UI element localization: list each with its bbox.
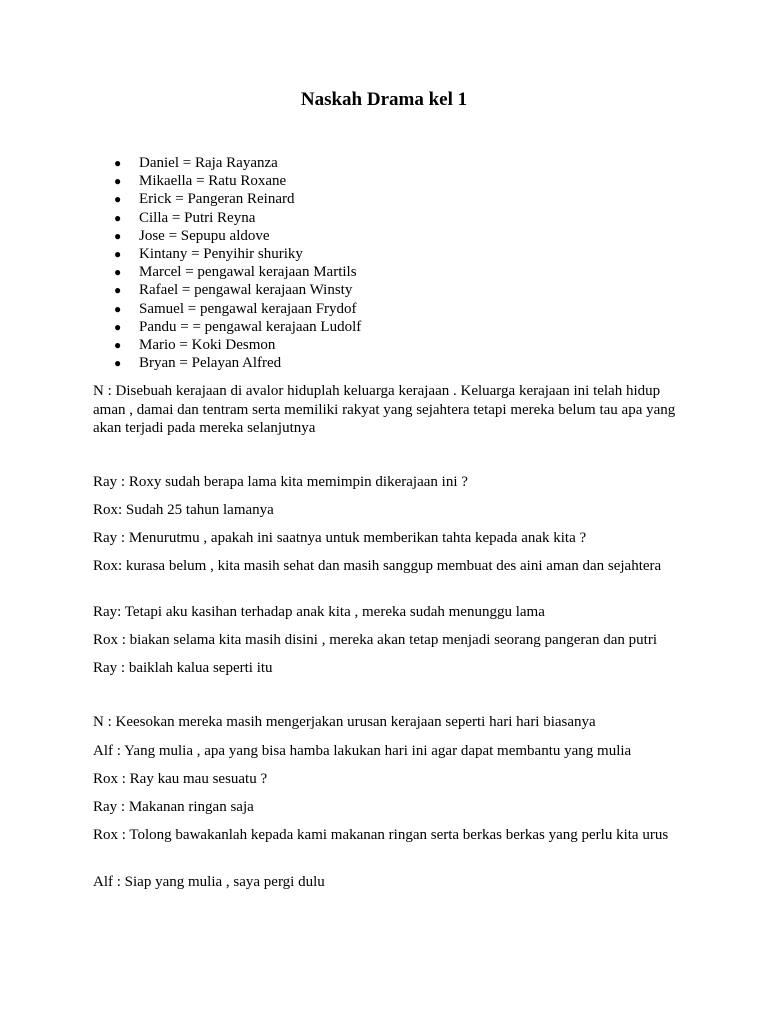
bullet-icon: ● [114,210,122,225]
cast-item: ● Pandu = = pengawal kerajaan Ludolf [114,318,362,335]
narration-paragraph: N : Disebuah kerajaan di avalor hiduplah keluarga kerajaan . Keluarga kerajaan ini telah hidup aman , damai dan tentram serta memiliki rakyat yang sejahtera tetapi mereka belum tau apa yang akan terjadi pada mereka selanjutnya [93,383,676,436]
cast-item: ● Bryan = Pelayan Alfred [114,355,282,372]
bullet-icon: ● [114,301,122,316]
dialogue-line: Alf : Siap yang mulia , saya pergi dulu [93,874,325,890]
cast-item: ● Jose = Sepupu aldove [114,227,270,244]
bullet-icon: ● [114,247,122,262]
cast-item: ● Erick = Pangeran Reinard [114,191,295,208]
cast-item: ● Samuel = pengawal kerajaan Frydof [114,300,357,317]
bullet-icon: ● [114,338,122,353]
dialogue-line: Rox : Tolong bawakanlah kepada kami makanan ringan serta berkas berkas yang perlu kita urus [93,827,669,843]
bullet-icon: ● [114,319,122,334]
bullet-icon: ● [114,356,122,371]
cast-item: ● Mikaella = Ratu Roxane [114,173,287,190]
cast-item: ● Rafael = pengawal kerajaan Winsty [114,282,353,299]
cast-list [114,154,361,372]
dialogue-line: Ray : baiklah kalua seperti itu [93,660,273,676]
dialogue-line: Ray : Roxy sudah berapa lama kita memimpin dikerajaan ini ? [93,474,468,490]
cast-item: ● Mario = Koki Desmon [114,337,276,354]
bullet-icon: ● [114,283,122,298]
dialogue-line: Ray : Menurutmu , apakah ini saatnya untuk memberikan tahta kepada anak kita ? [93,530,587,546]
bullet-icon: ● [114,156,122,170]
cast-item: ● Kintany = Penyihir shuriky [114,246,303,263]
narration-paragraph: N : Keesokan mereka masih mengerjakan urusan kerajaan seperti hari hari biasanya [93,714,596,730]
dialogue-line: Rox: Sudah 25 tahun lamanya [93,502,274,518]
dialogue-line: Rox : biakan selama kita masih disini , mereka akan tetap menjadi seorang pangeran dan putri [93,632,657,648]
bullet-icon: ● [114,192,122,207]
dialogue-line: Rox : Ray kau mau sesuatu ? [93,771,268,787]
dialogue-line: Ray: Tetapi aku kasihan terhadap anak kita , mereka sudah menunggu lama [93,604,545,620]
bullet-icon: ● [114,228,122,243]
document-title: Naskah Drama kel 1 [300,89,468,110]
cast-item: ● Cilla = Putri Reyna [114,209,256,226]
bullet-icon: ● [114,265,122,280]
cast-item: ● Marcel = pengawal kerajaan Martils [114,264,357,281]
cast-item: ● Daniel = Raja Rayanza [114,155,278,171]
dialogue-line: Alf : Yang mulia , apa yang bisa hamba lakukan hari ini agar dapat membantu yang mulia [93,743,632,759]
dialogue-line: Ray : Makanan ringan saja [93,799,254,815]
dialogue-line: Rox: kurasa belum , kita masih sehat dan masih sanggup membuat des aini aman dan sejahtera [93,558,662,574]
bullet-icon: ● [114,174,122,189]
